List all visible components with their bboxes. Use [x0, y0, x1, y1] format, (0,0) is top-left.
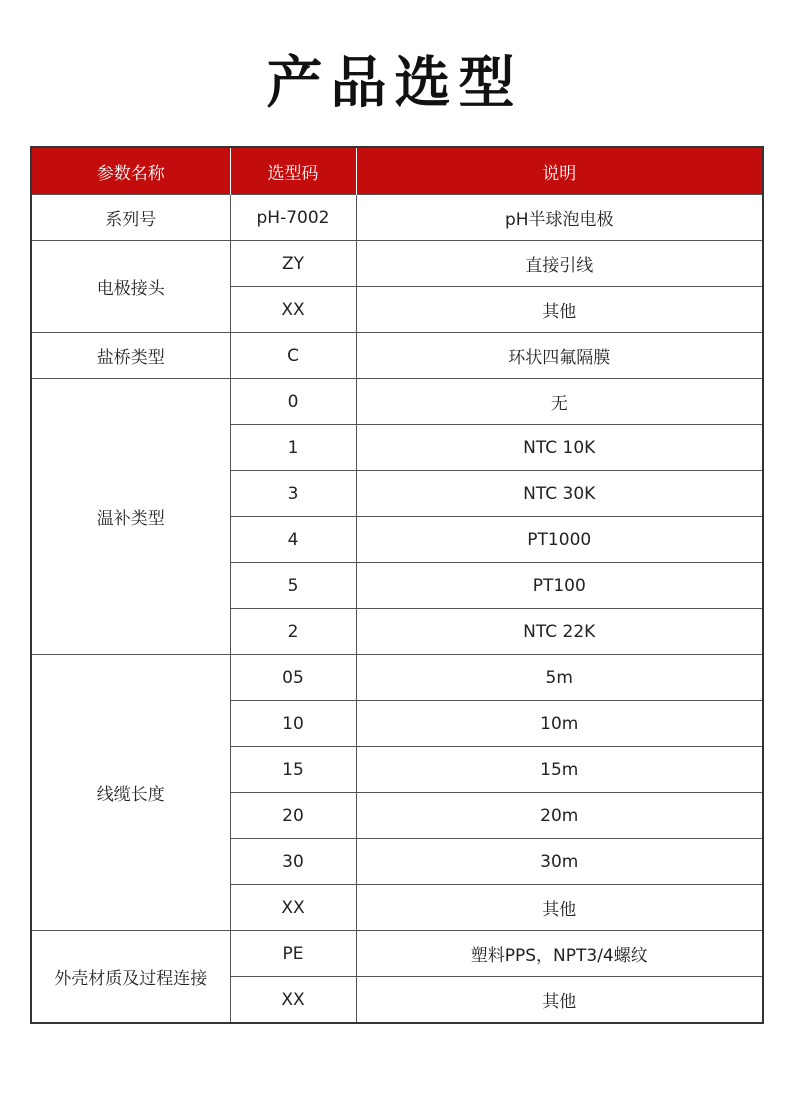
description-cell: pH半球泡电极 [356, 195, 763, 241]
description-cell: 其他 [356, 885, 763, 931]
table-header-row [31, 147, 763, 195]
description-cell: 其他 [356, 287, 763, 333]
description-cell: NTC 22K [356, 609, 763, 655]
param-name-cell: 系列号 [31, 195, 230, 241]
description-cell: 塑料PPS，NPT3/4螺纹 [356, 931, 763, 977]
description-cell: 环状四氟隔膜 [356, 333, 763, 379]
param-name-cell: 外壳材质及过程连接 [31, 931, 230, 1024]
table-row [31, 931, 763, 977]
table-row [31, 195, 763, 241]
header-selection-code: 选型码 [230, 147, 356, 195]
description-cell: 无 [356, 379, 763, 425]
selection-code-cell: 30 [230, 839, 356, 885]
param-name-cell: 盐桥类型 [31, 333, 230, 379]
description-cell: 10m [356, 701, 763, 747]
header-description: 说明 [356, 147, 763, 195]
selection-code-cell: 3 [230, 471, 356, 517]
description-cell: 5m [356, 655, 763, 701]
param-name-cell: 温补类型 [31, 379, 230, 655]
selection-code-cell: ZY [230, 241, 356, 287]
param-name-cell: 线缆长度 [31, 655, 230, 931]
table-row [31, 655, 763, 701]
selection-code-cell: 05 [230, 655, 356, 701]
selection-code-cell: 15 [230, 747, 356, 793]
table-row [31, 241, 763, 287]
selection-code-cell: 10 [230, 701, 356, 747]
description-cell: 30m [356, 839, 763, 885]
description-cell: PT1000 [356, 517, 763, 563]
table-row [31, 379, 763, 425]
table-body [31, 195, 763, 1024]
description-cell: PT100 [356, 563, 763, 609]
description-cell: 其他 [356, 977, 763, 1024]
selection-code-cell: 20 [230, 793, 356, 839]
selection-code-cell: 4 [230, 517, 356, 563]
selection-code-cell: XX [230, 885, 356, 931]
selection-code-cell: 0 [230, 379, 356, 425]
selection-code-cell: PE [230, 931, 356, 977]
product-selection-table [30, 146, 764, 1024]
selection-code-cell: 5 [230, 563, 356, 609]
selection-code-cell: 1 [230, 425, 356, 471]
selection-code-cell: pH-7002 [230, 195, 356, 241]
description-cell: NTC 30K [356, 471, 763, 517]
selection-code-cell: XX [230, 977, 356, 1024]
param-name-cell: 电极接头 [31, 241, 230, 333]
header-param-name: 参数名称 [31, 147, 230, 195]
description-cell: NTC 10K [356, 425, 763, 471]
description-cell: 15m [356, 747, 763, 793]
selection-code-cell: 2 [230, 609, 356, 655]
selection-code-cell: C [230, 333, 356, 379]
page-title: 产品选型 [266, 51, 523, 116]
description-cell: 直接引线 [356, 241, 763, 287]
selection-code-cell: XX [230, 287, 356, 333]
table-row [31, 333, 763, 379]
description-cell: 20m [356, 793, 763, 839]
